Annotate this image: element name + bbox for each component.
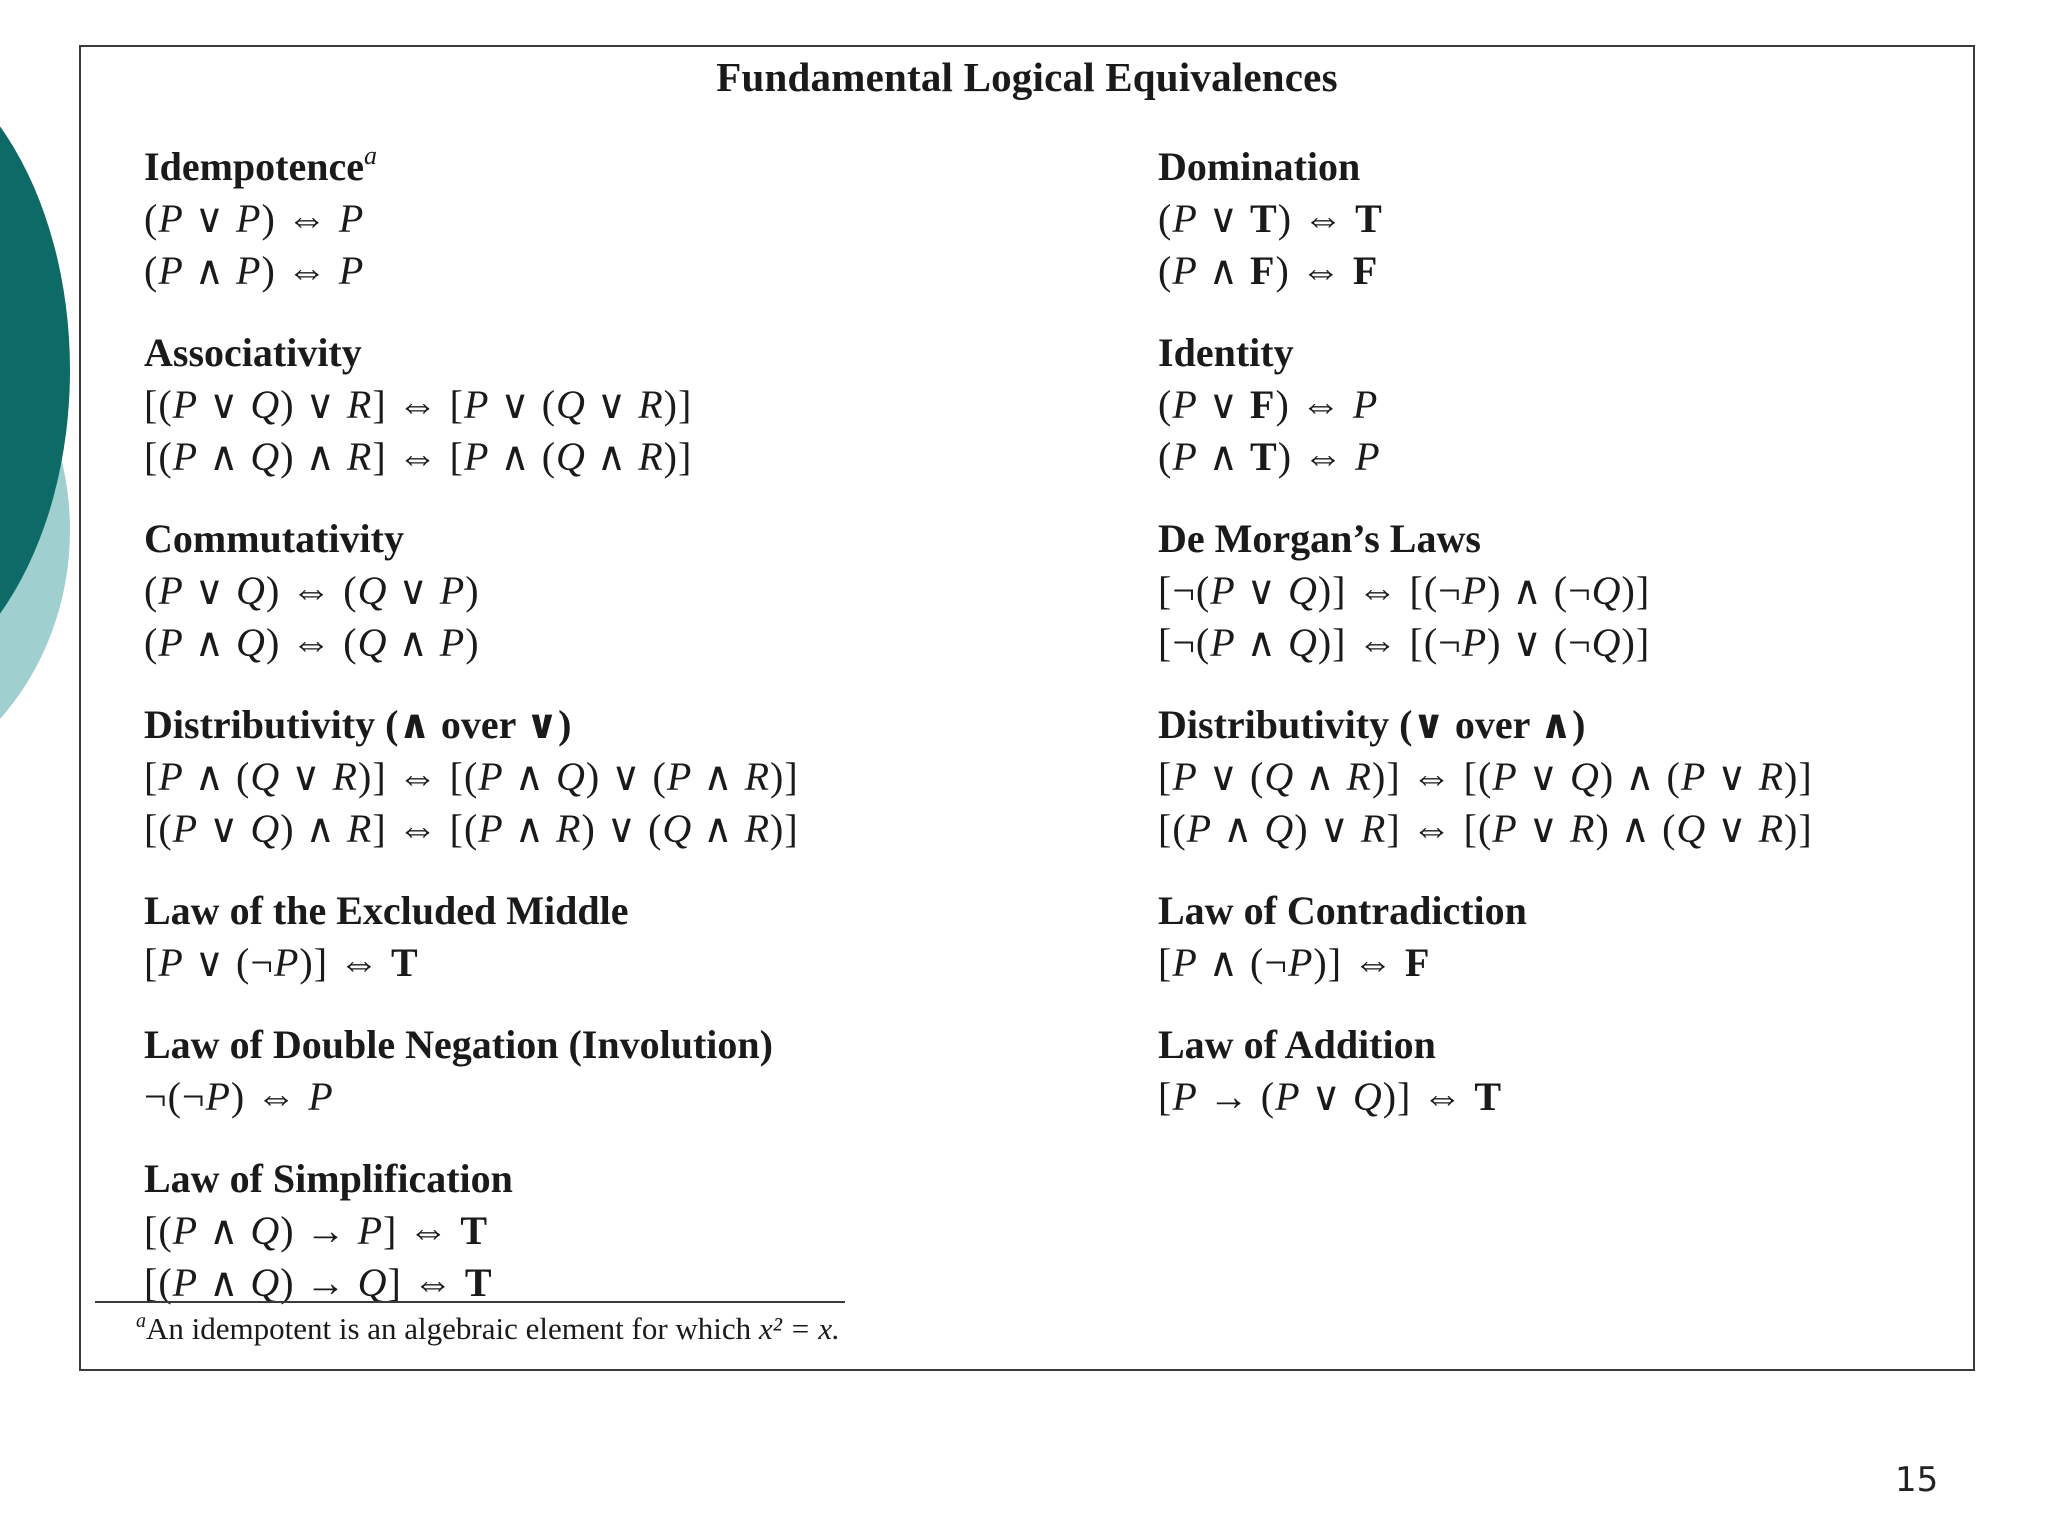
formula: [P ∧ (¬P)] ⇔ F bbox=[1158, 940, 1431, 985]
formula: [(P ∨ Q) ∧ R] ⇔ [(P ∧ R) ∨ (Q ∧ R)] bbox=[144, 806, 799, 851]
law-title-text: Idempotence bbox=[144, 144, 364, 189]
law-title-text: Law of Contradiction bbox=[1158, 888, 1527, 933]
formula: (P ∨ F) ⇔ P bbox=[1158, 382, 1379, 427]
left-column bbox=[144, 141, 1084, 1309]
law-title-text: Law of Simplification bbox=[144, 1156, 513, 1201]
law-commutativity bbox=[144, 513, 1084, 669]
table-title: Fundamental Logical Equivalences bbox=[716, 54, 1338, 100]
law-title-text: Distributivity (∧ over ∨) bbox=[144, 702, 572, 747]
law-title bbox=[144, 513, 1084, 565]
formula: ¬(¬P) ⇔ P bbox=[144, 1074, 334, 1119]
formula: (P ∨ Q) ⇔ (Q ∨ P) bbox=[144, 568, 480, 613]
page-number: 15 bbox=[1895, 1460, 1939, 1500]
law-title-text: Law of the Excluded Middle bbox=[144, 888, 629, 933]
law-title-text: Distributivity (∨ over ∧) bbox=[1158, 702, 1586, 747]
law-title bbox=[144, 327, 1084, 379]
law-title bbox=[144, 885, 1084, 937]
law-law-of-contradiction bbox=[1158, 885, 1938, 989]
right-column bbox=[1158, 141, 1938, 1123]
law-title bbox=[144, 699, 1084, 751]
footnote-marker: a bbox=[136, 1310, 146, 1332]
formula: (P ∧ P) ⇔ P bbox=[144, 248, 365, 293]
formula: (P ∨ P) ⇔ P bbox=[144, 196, 365, 241]
law-associativity bbox=[144, 327, 1084, 483]
footnote-math: x² = x. bbox=[758, 1311, 840, 1346]
formula: (P ∧ Q) ⇔ (Q ∧ P) bbox=[144, 620, 480, 665]
law-title-text: Associativity bbox=[144, 330, 362, 375]
formula: [(P ∧ Q) ∨ R] ⇔ [(P ∨ R) ∧ (Q ∨ R)] bbox=[1158, 806, 1813, 851]
law-title-text: Identity bbox=[1158, 330, 1294, 375]
law-distributivity-over bbox=[144, 699, 1084, 855]
formula: [P → (P ∨ Q)] ⇔ T bbox=[1158, 1074, 1503, 1119]
footnote-divider bbox=[95, 1301, 845, 1303]
law-title bbox=[144, 1019, 1084, 1071]
equivalences-table bbox=[79, 45, 1975, 1371]
formula: [(P ∧ Q) ∧ R] ⇔ [P ∧ (Q ∧ R)] bbox=[144, 434, 693, 479]
law-title-text: Law of Addition bbox=[1158, 1022, 1436, 1067]
formula: [(P ∧ Q) → P] ⇔ T bbox=[144, 1208, 489, 1253]
footnote-text: An idempotent is an algebraic element for which bbox=[146, 1311, 759, 1346]
law-law-of-double-negation-involution bbox=[144, 1019, 1084, 1123]
formula: [(P ∧ Q) → Q] ⇔ T bbox=[144, 1260, 493, 1305]
law-domination bbox=[1158, 141, 1938, 297]
law-title bbox=[1158, 885, 1938, 937]
formula: [P ∧ (Q ∨ R)] ⇔ [(P ∧ Q) ∨ (P ∧ R)] bbox=[144, 754, 799, 799]
law-de-morgan-s-laws bbox=[1158, 513, 1938, 669]
law-idempotence bbox=[144, 141, 1084, 297]
law-title-text: Domination bbox=[1158, 144, 1361, 189]
law-distributivity-over bbox=[1158, 699, 1938, 855]
law-title-text: Commutativity bbox=[144, 516, 404, 561]
formula: [P ∨ (Q ∧ R)] ⇔ [(P ∨ Q) ∧ (P ∨ R)] bbox=[1158, 754, 1813, 799]
law-law-of-the-excluded-middle bbox=[144, 885, 1084, 989]
law-title bbox=[1158, 513, 1938, 565]
formula: (P ∨ T) ⇔ T bbox=[1158, 196, 1383, 241]
formula: [(P ∨ Q) ∨ R] ⇔ [P ∨ (Q ∨ R)] bbox=[144, 382, 693, 427]
law-identity bbox=[1158, 327, 1938, 483]
formula: [¬(P ∨ Q)] ⇔ [(¬P) ∧ (¬Q)] bbox=[1158, 568, 1651, 613]
law-title bbox=[1158, 1019, 1938, 1071]
law-title-text: Law of Double Negation (Involution) bbox=[144, 1022, 773, 1067]
formula: [P ∨ (¬P)] ⇔ T bbox=[144, 940, 419, 985]
law-law-of-addition bbox=[1158, 1019, 1938, 1123]
law-title bbox=[1158, 141, 1938, 193]
law-title-text: De Morgan’s Laws bbox=[1158, 516, 1481, 561]
law-title bbox=[144, 141, 1084, 193]
formula: (P ∧ T) ⇔ P bbox=[1158, 434, 1381, 479]
law-title bbox=[144, 1153, 1084, 1205]
law-title bbox=[1158, 327, 1938, 379]
law-title bbox=[1158, 699, 1938, 751]
footnote bbox=[136, 1309, 840, 1349]
footnote-reference: a bbox=[363, 141, 377, 170]
formula: [¬(P ∧ Q)] ⇔ [(¬P) ∨ (¬Q)] bbox=[1158, 620, 1651, 665]
law-law-of-simplification bbox=[144, 1153, 1084, 1309]
formula: (P ∧ F) ⇔ F bbox=[1158, 248, 1379, 293]
